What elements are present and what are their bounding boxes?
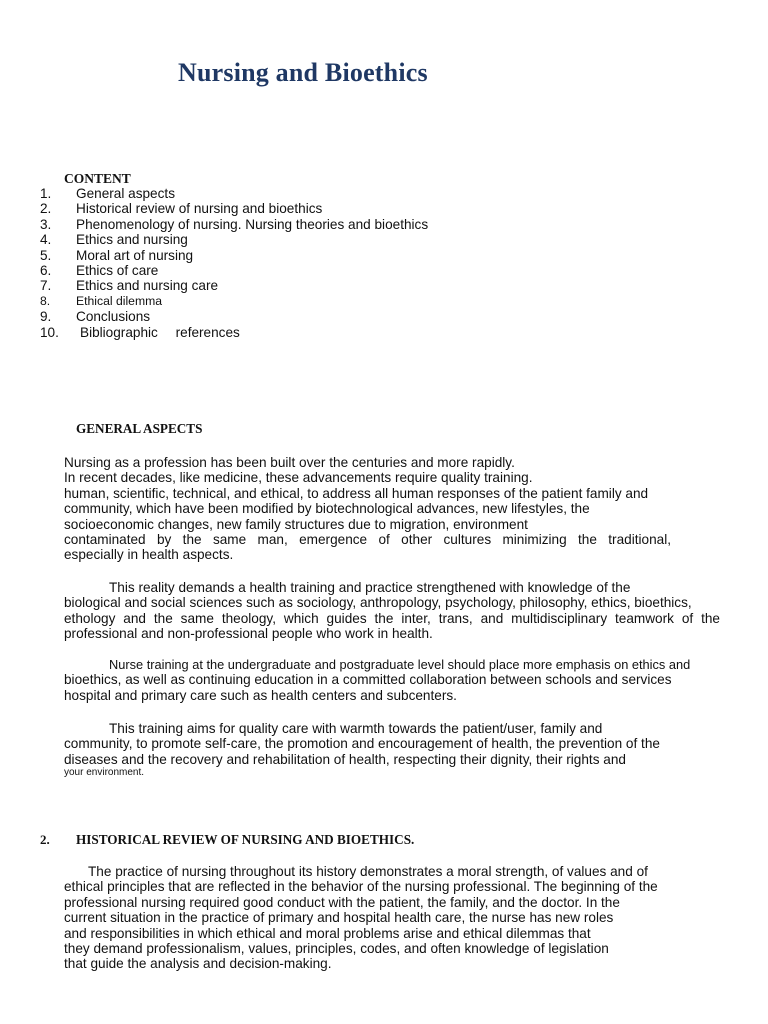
text-line: The practice of nursing throughout its history demonstrates a moral strength, of values and of	[88, 864, 648, 879]
toc-item	[40, 186, 540, 201]
text-line: diseases and the recovery and rehabilitation of health, respecting their dignity, their rights and	[64, 751, 626, 767]
toc-text: Historical review of nursing and bioethics	[76, 201, 323, 217]
toc-number: 5.	[40, 247, 52, 263]
text-line: socioeconomic changes, new family structures due to migration, environment	[64, 516, 528, 532]
text-line: This training aims for quality care with warmth towards the patient/user, family and	[109, 721, 603, 736]
toc-item	[40, 294, 540, 309]
text-line: they demand professionalism, values, principles, codes, and often knowledge of legislation	[64, 941, 609, 957]
section-heading-historical-review: HISTORICAL REVIEW OF NURSING AND BIOETHICS.	[76, 832, 415, 847]
text-line: Nursing as a profession has been built over the centuries and more rapidly.	[64, 455, 515, 470]
section-heading-general-aspects: GENERAL ASPECTS	[76, 421, 203, 436]
text-line: contaminated by the same man, emergence of other cultures minimizing the traditional,	[64, 532, 671, 548]
toc-item	[40, 278, 540, 293]
toc-number: 8.	[40, 293, 51, 308]
text-line: This reality demands a health training and practice strengthened with knowledge of the	[109, 580, 631, 595]
toc-text: Ethical dilemma	[76, 293, 163, 308]
toc-text: Ethics and nursing care	[76, 278, 219, 294]
text-line: bioethics, as well as continuing education in a committed collaboration between schools and services	[64, 672, 672, 688]
toc-text: Phenomenology of nursing. Nursing theories and bioethics	[76, 216, 429, 232]
contents-heading: CONTENT	[64, 171, 131, 186]
text-line: community, to promote self-care, the promotion and encouragement of health, the prevention of the	[64, 736, 660, 752]
toc-number: 2.	[40, 201, 52, 217]
text-line: current situation in the practice of primary and hospital health care, the nurse has new roles	[64, 910, 614, 926]
toc-item	[40, 232, 540, 247]
text-line: human, scientific, technical, and ethical, to address all human responses of the patient family and	[64, 485, 649, 501]
text-line: hospital and primary care such as health centers and subcenters.	[64, 687, 457, 703]
text-line: professional and non-professional people who work in health.	[64, 626, 433, 642]
table-of-contents	[40, 186, 540, 340]
toc-text: General aspects	[76, 186, 175, 201]
toc-item	[40, 263, 540, 278]
text-line: community, which have been modified by biotechnological advances, new lifestyles, the	[64, 501, 590, 517]
text-line: ethical principles that are reflected in the behavior of the nursing professional. The beginning of the	[64, 879, 658, 895]
text-line: ethology and the same theology, which guides the inter, trans, and multidisciplinary teamwork of the	[64, 610, 720, 626]
toc-number: 1.	[40, 186, 52, 201]
text-line: Nurse training at the undergraduate and postgraduate level should place more emphasis on ethics and	[109, 657, 691, 672]
toc-text: Conclusions	[76, 309, 151, 325]
toc-text: Moral art of nursing	[76, 247, 194, 263]
toc-item	[40, 309, 540, 324]
paragraph	[64, 657, 748, 703]
toc-number: 7.	[40, 278, 52, 294]
text-line: professional nursing required good conduct with the patient, the family, and the doctor. In the	[64, 894, 620, 910]
toc-item	[40, 201, 540, 216]
text-line: your environment.	[64, 767, 145, 779]
toc-text: Ethics of care	[76, 262, 159, 278]
section-number: 2.	[40, 832, 50, 847]
text-line: that guide the analysis and decision-making.	[64, 956, 332, 972]
toc-item	[40, 217, 540, 232]
paragraph	[64, 455, 748, 563]
toc-item	[40, 325, 540, 340]
paragraph	[64, 580, 748, 642]
toc-number: 6.	[40, 262, 52, 278]
document-title: Nursing and Bioethics	[178, 58, 428, 87]
toc-number: 9.	[40, 309, 52, 325]
text-line: In recent decades, like medicine, these advancements require quality training.	[64, 470, 533, 486]
toc-text: Bibliographic references	[80, 324, 240, 340]
paragraph	[64, 721, 748, 779]
toc-text: Ethics and nursing	[76, 232, 188, 248]
text-line: especially in health aspects.	[64, 547, 234, 563]
toc-number: 4.	[40, 232, 52, 248]
text-line: and responsibilities in which ethical and moral problems arise and ethical dilemmas that	[64, 925, 591, 941]
toc-item	[40, 248, 540, 263]
text-line: biological and social sciences such as sociology, anthropology, psychology, philosophy, ethics, bioethics,	[64, 595, 692, 611]
toc-number: 10.	[40, 324, 59, 340]
toc-number: 3.	[40, 216, 52, 232]
paragraph	[64, 864, 748, 972]
